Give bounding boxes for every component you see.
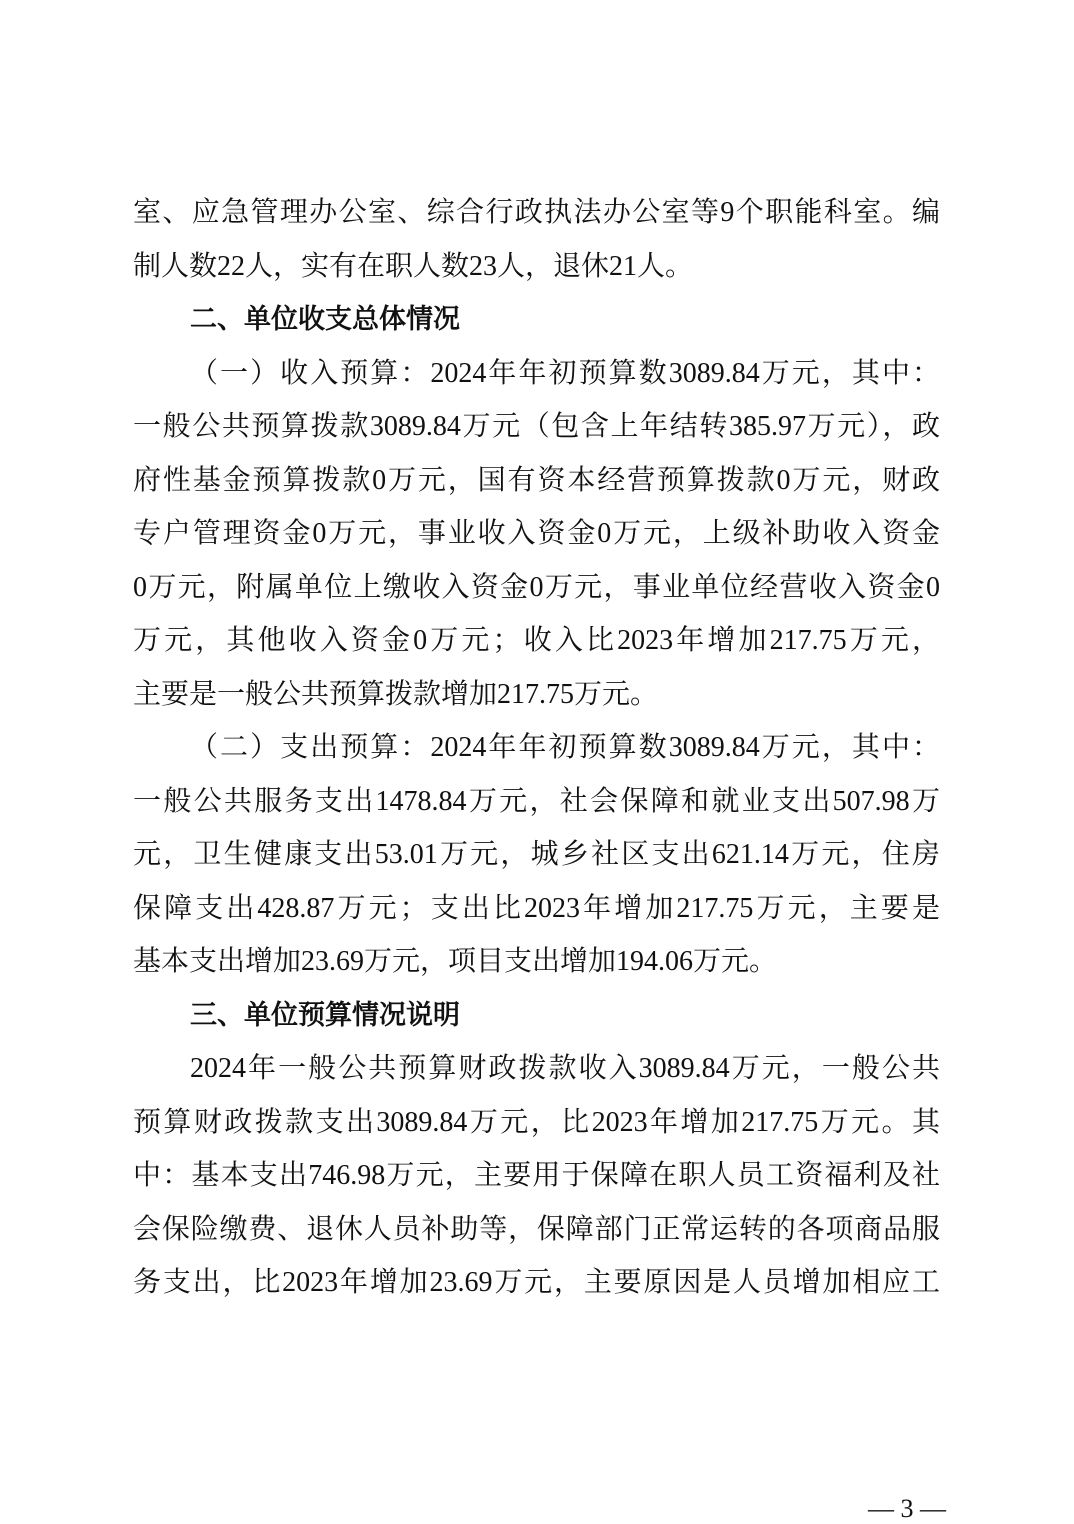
text-line: （二）支出预算：2024年年初预算数3089.84万元，其中： <box>190 732 940 763</box>
text-line: 保障支出428.87万元；支出比2023年增加217.75万元，主要是 <box>133 892 940 924</box>
text-line: 制人数22人，实有在职人数23人，退休21人。 <box>133 250 694 282</box>
text-line: 2024年一般公共预算财政拨款收入3089.84万元，一般公共 <box>190 1053 940 1084</box>
text-line: 0万元，附属单位上缴收入资金0万元，事业单位经营收入资金0 <box>133 571 940 603</box>
text-line: 三、单位预算情况说明 <box>190 999 460 1031</box>
text-line: 会保险缴费、退休人员补助等，保障部门正常运转的各项商品服 <box>133 1213 940 1245</box>
text-line: 务支出，比2023年增加23.69万元，主要原因是人员增加相应工 <box>133 1267 940 1298</box>
text-line: 府性基金预算拨款0万元，国有资本经营预算拨款0万元，财政 <box>133 464 940 496</box>
paragraph <box>133 186 940 293</box>
text-line: 一般公共服务支出1478.84万元，社会保障和就业支出507.98万 <box>133 785 940 817</box>
text-line: 预算财政拨款支出3089.84万元，比2023年增加217.75万元。其 <box>133 1106 940 1138</box>
text-line: 元，卫生健康支出53.01万元，城乡社区支出621.14万元，住房 <box>133 839 940 870</box>
text-line: 专户管理资金0万元，事业收入资金0万元，上级补助收入资金 <box>133 518 940 549</box>
text-line: 基本支出增加23.69万元，项目支出增加194.06万元。 <box>133 946 778 977</box>
text-line: 一般公共预算拨款3089.84万元（包含上年结转385.97万元），政 <box>133 411 940 442</box>
text-line: 二、单位收支总体情况 <box>190 304 460 335</box>
section-heading <box>133 989 940 1043</box>
section-heading <box>133 293 940 347</box>
document-body <box>133 186 940 1310</box>
text-line: 中：基本支出746.98万元，主要用于保障在职人员工资福利及社 <box>133 1160 940 1191</box>
text-line: 万元，其他收入资金0万元；收入比2023年增加217.75万元， <box>133 625 940 656</box>
paragraph <box>133 347 940 722</box>
text-line: 室、应急管理办公室、综合行政执法办公室等9个职能科室。编 <box>133 197 940 228</box>
paragraph <box>133 1042 940 1310</box>
text-line: （一）收入预算：2024年年初预算数3089.84万元，其中： <box>190 357 940 389</box>
text-line: 主要是一般公共预算拨款增加217.75万元。 <box>133 678 659 710</box>
page-number: — 3 — <box>868 1494 946 1523</box>
paragraph <box>133 721 940 989</box>
